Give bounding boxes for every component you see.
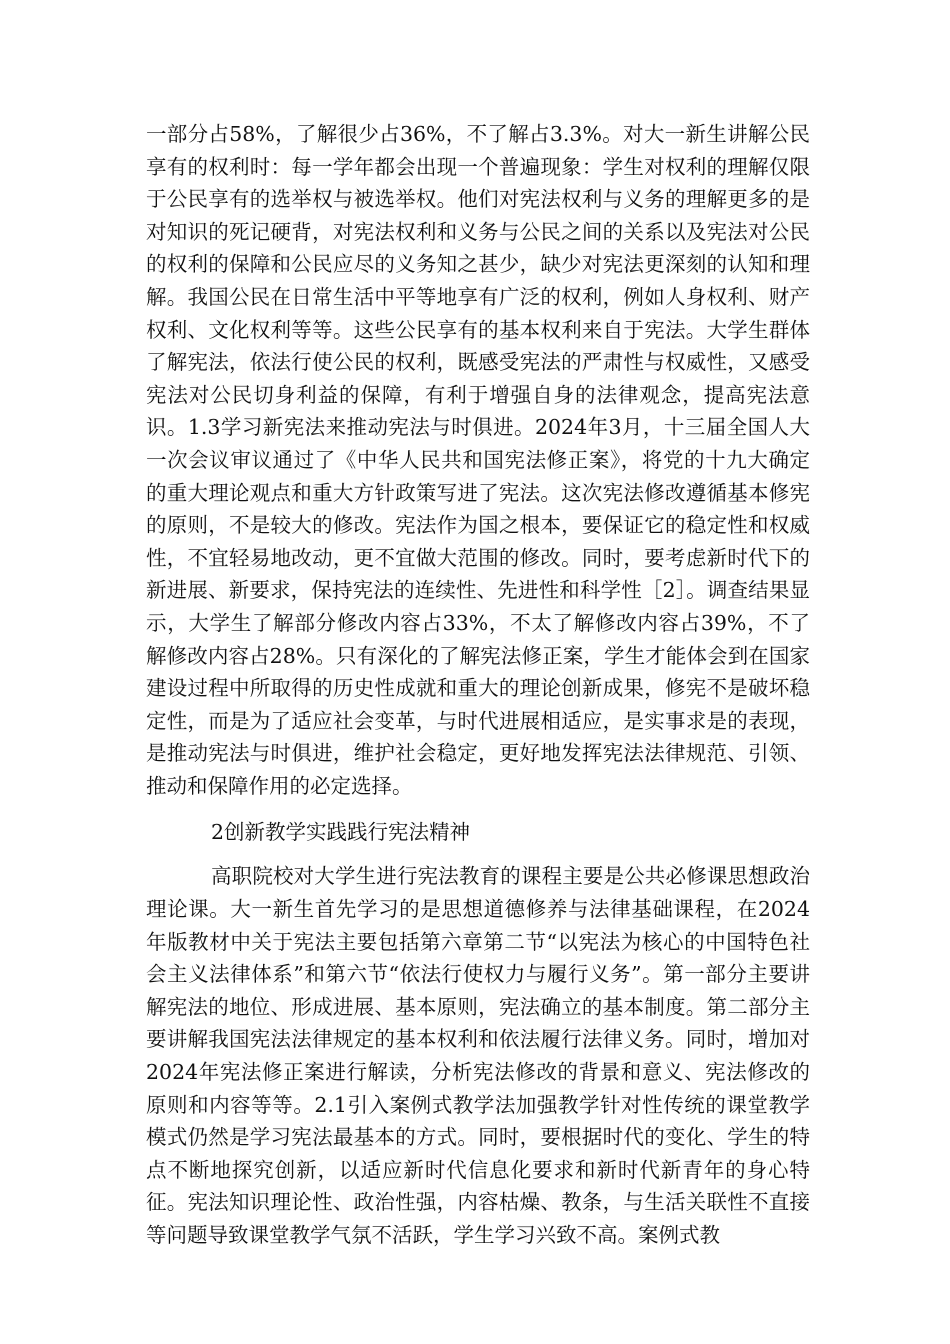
section-heading: 2创新教学实践践行宪法精神 [211,820,471,845]
body-paragraph: 一部分占58%，了解很少占36%，不了解占3.3%。对大一新生讲解公民享有的权利时：每一学年都会出现一个普遍现象：学生对权利的理解仅限于公民享有的选举权与被选举权。他们对宪法权利与义务的理解更多的是对知识的死记硬背，对宪法权利和义务与公民之间的关系以及宪法对公民的权利的保障和公民应尽的义务知之甚少，缺少对宪法更深刻的认知和理解。我国公民在日常生活中平等地享有广泛的权利，例如人身权利、财产权利、文化权利等等。这些公民享有的基本权利来自于宪法。大学生群体了解宪法，依法行使公民的权利，既感受宪法的严肃性与权威性，又感受宪法对公民切身利益的保障，有利于增强自身的法律观念，提高宪法意识。1.3学习新宪法来推动宪法与时俱进。2024年3月，十三届全国人大一次会议审议通过了《中华人民共和国宪法修正案》，将党的十九大确定的重大理论观点和重大方针政策写进了宪法。这次宪法修改遵循基本修宪的原则，不是较大的修改。宪法作为国之根本，要保证它的稳定性和权威性，不宜轻易地改动，更不宜做大范围的修改。同时，要考虑新时代下的新进展、新要求，保持宪法的连续性、先进性和科学性［2］。调查结果显示，大学生了解部分修改内容占33%，不太了解修改内容占39%，不了解修改内容占28%。只有深化的了解宪法修正案，学生才能体会到在国家建设过程中所取得的历史性成就和重大的理论创新成果，修宪不是破坏稳定性，而是为了适应社会变革，与时代进展相适应，是实事求是的表现，是推动宪法与时俱进，维护社会稳定，更好地发挥宪法法律规范、引领、推动和保障作用的必定选择。 [146,122,810,798]
body-paragraph: 高职院校对大学生进行宪法教育的课程主要是公共必修课思想政治理论课。大一新生首先学习的是思想道德修养与法律基础课程，在2024年版教材中关于宪法主要包括第六章第二节“以宪法为核心的中国特色社会主义法律体系”和第六节“依法行使权力与履行义务”。第一部分主要讲解宪法的地位、形成进展、基本原则，宪法确立的基本制度。第二部分主要讲解我国宪法法律规定的基本权利和依法履行法律义务。同时，增加对2024年宪法修正案进行解读，分析宪法修改的背景和意义、宪法修改的原则和内容等等。2.1引入案例式教学法加强教学针对性传统的课堂教学模式仍然是学习宪法最基本的方式。同时，要根据时代的变化、学生的特点不断地探究创新，以适应新时代信息化要求和新时代新青年的身心特征。宪法知识理论性、政治性强，内容枯燥、教条，与生活关联性不直接等问题导致课堂教学气氛不活跃，学生学习兴致不高。案例式教 [146,864,810,1247]
document-page [146,118,810,1252]
